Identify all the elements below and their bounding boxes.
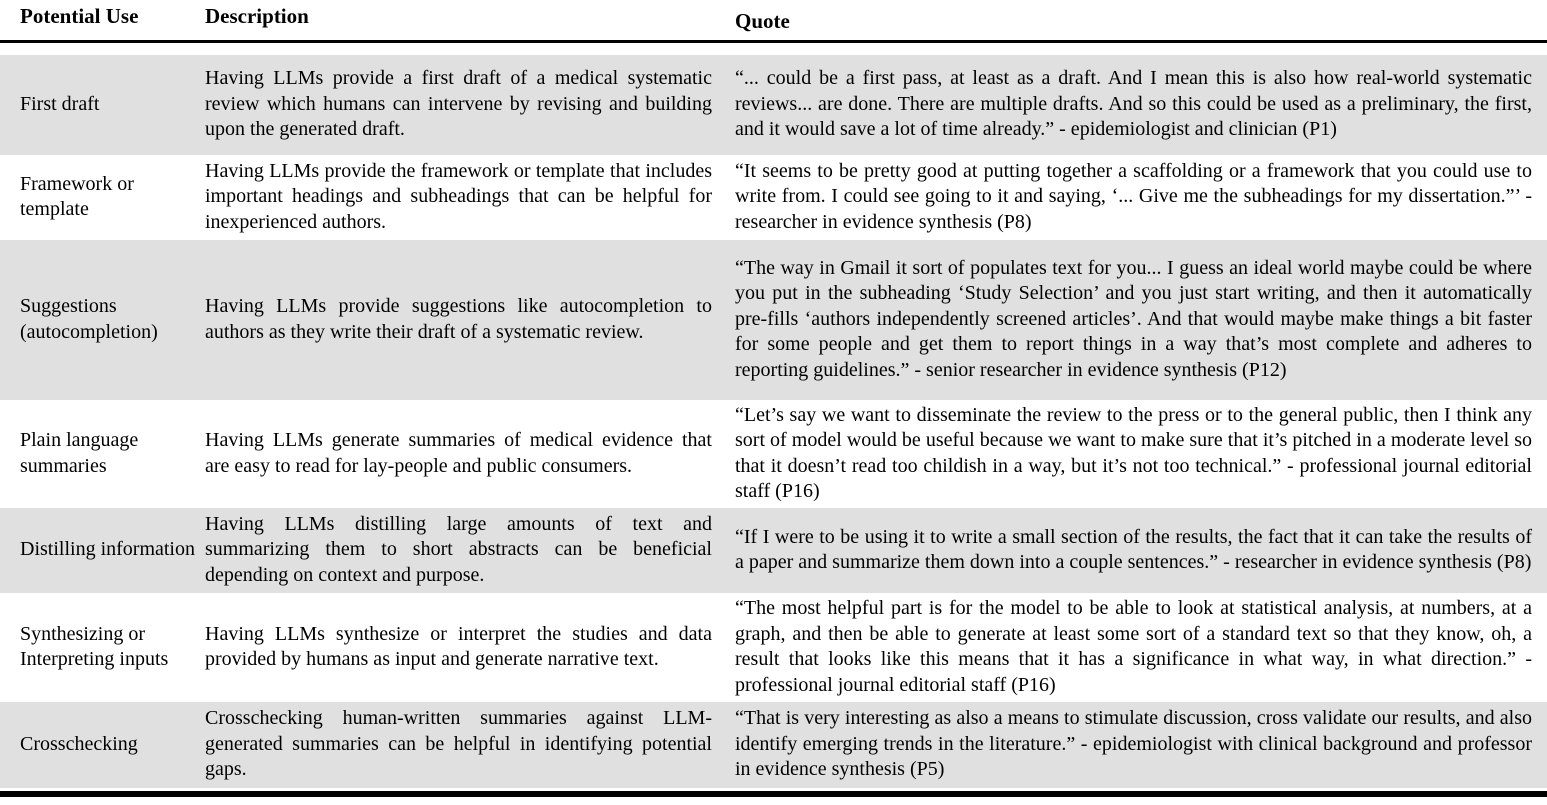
description-cell: Having LLMs provide the framework or template that includes important headings and subheadings that can be helpful for inexperienced authors.	[205, 159, 712, 233]
potential-use-cell: Crosschecking	[20, 732, 138, 755]
description-cell: Having LLMs provide a first draft of a medical systematic review which humans can intervene by revising and building upon the generated draft.	[205, 67, 712, 141]
potential-use-cell: Distilling information	[20, 538, 195, 561]
table-row-framework-or-template	[0, 155, 1547, 240]
quote-cell: “The most helpful part is for the model to be able to look at statistical analysis, at numbers, at a graph, and then be able to generate at least some sort of a standard text so that they know, oh, a result that looks like this means that it has a significance in what way, in what direction.” - professional journal editorial staff (P16)	[735, 597, 1532, 696]
quote-cell: “The way in Gmail it sort of populates text for you... I guess an ideal world maybe could be where you put in the subheading ‘Study Selection’ and you just start writing, and then it automatically pre-fills ‘authors independently screened articles’. And that would maybe make things a bit faster for some people and get them to report things in a way that’s most complete and adheres to reporting guidelines.” - senior researcher in evidence synthesis (P12)	[735, 256, 1532, 381]
bottom-rule	[0, 791, 1547, 797]
potential-use-cell: Plain language summaries	[20, 429, 139, 477]
table-header-row	[0, 0, 1547, 40]
quote-cell: “Let’s say we want to disseminate the review to the press or to the general public, then I think any sort of model would be useful because we want to make sure that it’s pitched in a moderate level so that it doesn’t read too childish in a way, but it’s not too technical.” - professional journal editorial staff (P16)	[735, 403, 1532, 502]
column-header-potential-use: Potential Use	[20, 4, 139, 28]
potential-use-cell: Synthesizing or Interpreting inputs	[20, 622, 169, 670]
table-row-synthesizing-or-interpreting-inputs	[0, 593, 1547, 702]
potential-use-cell: First draft	[20, 92, 100, 115]
description-cell: Crosschecking human-written summaries against LLM-generated summaries can be helpful in identifying potential gaps.	[205, 707, 712, 781]
description-cell: Having LLMs distilling large amounts of text and summarizing them to short abstracts can be beneficial depending on context and purpose.	[205, 512, 712, 586]
column-header-description: Description	[205, 4, 309, 28]
table-row-plain-language-summaries	[0, 400, 1547, 508]
description-cell: Having LLMs generate summaries of medical evidence that are easy to read for lay-people and public consumers.	[205, 429, 712, 477]
quote-cell: “That is very interesting as also a means to stimulate discussion, cross validate our results, and also identify emerging trends in the literature.” - epidemiologist with clinical background and professor in evidence synthesis (P5)	[735, 707, 1532, 781]
quote-cell: “It seems to be pretty good at putting together a scaffolding or a framework that you could use to write from. I could see going to it and saying, ‘... Give me the subheadings for my dissertation.”’ - researcher in evidence synthesis (P8)	[735, 159, 1532, 233]
description-cell: Having LLMs provide suggestions like autocompletion to authors as they write their draft of a systematic review.	[205, 295, 712, 343]
table-row-distilling-information	[0, 508, 1547, 593]
table-row-crosschecking	[0, 702, 1547, 788]
column-header-quote: Quote	[735, 9, 790, 34]
potential-use-cell: Framework or template	[20, 172, 134, 220]
quote-cell: “... could be a first pass, at least as a draft. And I mean this is also how real-world systematic reviews... are done. There are multiple drafts. And so this could be used as a preliminary, the first, and it would save a lot of time already.” - epidemiologist and clinician (P1)	[735, 67, 1532, 141]
table-row-suggestions-autocompletion	[0, 240, 1547, 400]
table-row-first-draft	[0, 55, 1547, 155]
quote-cell: “If I were to be using it to write a small section of the results, the fact that it can take the results of a paper and summarize them down into a couple sentences.” - researcher in evidence synthesis (P8)	[735, 525, 1532, 573]
header-gap	[0, 43, 1547, 55]
description-cell: Having LLMs synthesize or interpret the studies and data provided by humans as input and generate narrative text.	[205, 622, 712, 670]
potential-use-cell: Suggestions (autocompletion)	[20, 295, 158, 343]
